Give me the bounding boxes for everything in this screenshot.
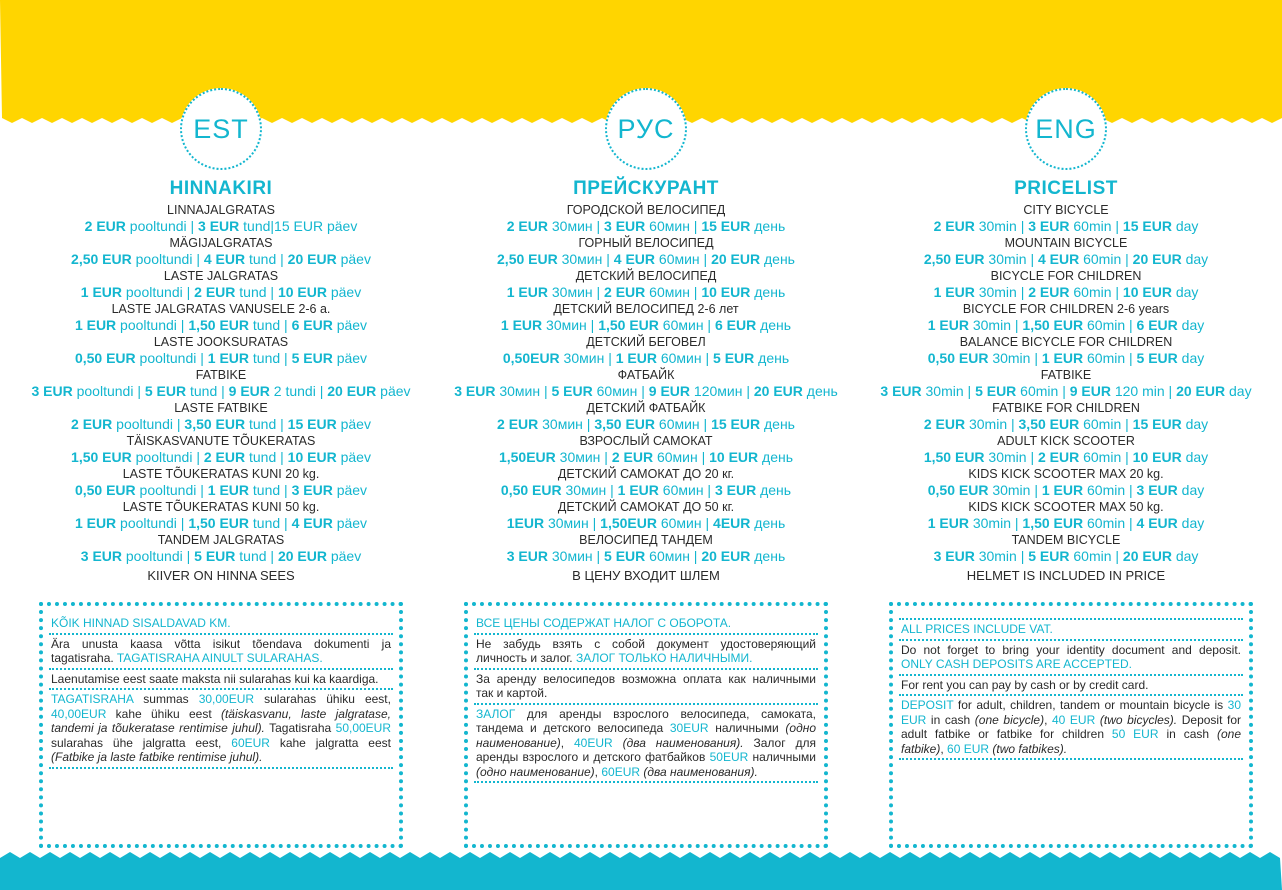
price-item-name: TANDEM BICYCLE (1011, 533, 1121, 547)
price-item-name: LINNAJALGRATAS (167, 203, 275, 217)
info-line: Do not forget to bring your identity document and deposit. ONLY CASH DEPOSITS ARE ACCEPTED. (899, 641, 1243, 676)
price-item-name: ДЕТСКИЙ ВЕЛОСИПЕД (575, 269, 717, 283)
price-item-name: ДЕТСКИЙ ФАТБАЙК (586, 401, 706, 415)
price-item-price: 1 EUR 30min | 2 EUR 60min | 10 EUR day (933, 284, 1199, 300)
price-item-name: ДЕТСКИЙ БЕГОВЕЛ (586, 335, 706, 349)
price-item-price: 0,50EUR 30мин | 1 EUR 60мин | 5 EUR день (502, 350, 790, 366)
price-item-name: KIDS KICK SCOOTER MAX 50 kg. (968, 500, 1164, 514)
price-item-name: ФАТБАЙК (617, 368, 675, 382)
price-item-name: FATBIKE (195, 368, 247, 382)
info-line: За аренду велосипедов возможна оплата как наличными так и картой. (474, 670, 818, 705)
price-item-name: ДЕТСКИЙ САМОКАТ ДО 20 кг. (557, 467, 735, 481)
price-item-price: 1 EUR pooltundi | 1,50 EUR tund | 4 EUR päev (74, 515, 368, 531)
info-line: Не забудь взять с собой документ удостоверяющий личность и залог. ЗАЛОГ ТОЛЬКО НАЛИЧНЫМИ. (474, 635, 818, 670)
est-column (15, 88, 427, 584)
price-item-price: 1 EUR 30мин | 1,50 EUR 60мин | 6 EUR день (500, 317, 792, 333)
info-line (899, 760, 1243, 764)
price-item-price: 3 EUR 30мин | 5 EUR 60мин | 9 EUR 120мин | 20 EUR день (454, 383, 838, 399)
eng-price-list (860, 202, 1272, 565)
price-item-name: TANDEM JALGRATAS (157, 533, 285, 547)
price-item-name: BICYCLE FOR CHILDREN 2-6 years (962, 302, 1170, 316)
price-item-name: ДЕТСКИЙ ВЕЛОСИПЕД 2-6 лет (553, 302, 739, 316)
price-item-price: 2,50 EUR 30min | 4 EUR 60min | 20 EUR day (923, 251, 1209, 267)
price-item-price: 1 EUR 30мин | 2 EUR 60мин | 10 EUR день (506, 284, 786, 300)
info-line: ЗАЛОГ для аренды взрослого велосипеда, самоката, тандема и детского велосипеда 30EUR наличными (одно наименование), 40EUR (два наименования). Залог для аренды взрослого и детского фатбайков 50EUR наличными (одно наименование), 60EUR (два наименования). (474, 705, 818, 784)
rus-helmet-note: В ЦЕНУ ВХОДИТ ШЛЕМ (572, 568, 720, 583)
rus-price-list (440, 202, 852, 565)
eng-info-box (889, 602, 1253, 848)
price-item-price: 1EUR 30мин | 1,50EUR 60мин | 4EUR день (506, 515, 786, 531)
info-line: Laenutamise eest saate maksta nii sularahas kui ka kaardiga. (49, 670, 393, 691)
price-item-name: MÄGIJALGRATAS (169, 236, 273, 250)
price-item-price: 3 EUR pooltundi | 5 EUR tund | 9 EUR 2 tundi | 20 EUR päev (31, 383, 411, 399)
info-line: KÕIK HINNAD SISALDAVAD KM. (49, 614, 393, 635)
price-item-name: FATBIKE FOR CHILDREN (992, 401, 1140, 415)
est-price-list (15, 202, 427, 565)
price-item-price: 3 EUR 30min | 5 EUR 60min | 9 EUR 120 min | 20 EUR day (880, 383, 1252, 399)
est-helmet-note: KIIVER ON HINNA SEES (147, 568, 295, 583)
price-item-price: 1 EUR 30min | 1,50 EUR 60min | 6 EUR day (927, 317, 1205, 333)
price-item-name: ГОРНЫЙ ВЕЛОСИПЕД (578, 236, 714, 250)
est-info-box (39, 602, 403, 848)
price-item-name: LASTE FATBIKE (174, 401, 268, 415)
price-item-price: 2 EUR 30min | 3,50 EUR 60min | 15 EUR day (923, 416, 1209, 432)
info-line (49, 769, 393, 773)
price-item-name: MOUNTAIN BICYCLE (1004, 236, 1128, 250)
price-item-price: 3 EUR 30мин | 5 EUR 60мин | 20 EUR день (506, 548, 786, 564)
price-item-name: LASTE TÕUKERATAS KUNI 20 kg. (122, 467, 320, 481)
price-item-price: 3 EUR 30min | 5 EUR 60min | 20 EUR day (933, 548, 1199, 564)
price-item-price: 2 EUR pooltundi | 3,50 EUR tund | 15 EUR päev (71, 416, 371, 432)
price-item-name: LASTE JOOKSURATAS (153, 335, 289, 349)
rus-title: ПРЕЙСКУРАНТ (573, 178, 719, 199)
price-item-price: 1,50EUR 30мин | 2 EUR 60мин | 10 EUR день (498, 449, 794, 465)
price-item-name: FATBIKE (1040, 368, 1092, 382)
price-item-name: TÄISKASVANUTE TÕUKERATAS (126, 434, 316, 448)
price-item-price: 0,50 EUR pooltundi | 1 EUR tund | 5 EUR päev (74, 350, 368, 366)
eng-helmet-note: HELMET IS INCLUDED IN PRICE (966, 568, 1166, 583)
price-item-name: ДЕТСКИЙ САМОКАТ ДО 50 кг. (557, 500, 735, 514)
price-item-price: 0,50 EUR 30мин | 1 EUR 60мин | 3 EUR день (500, 482, 792, 498)
price-item-price: 2 EUR pooltundi | 3 EUR tund|15 EUR päev (84, 218, 358, 234)
price-item-name: ГОРОДСКОЙ ВЕЛОСИПЕД (566, 203, 726, 217)
eng-title: PRICELIST (1014, 178, 1118, 199)
eng-column (860, 88, 1272, 584)
price-item-price: 1 EUR pooltundi | 1,50 EUR tund | 6 EUR päev (74, 317, 368, 333)
price-item-price: 2,50 EUR pooltundi | 4 EUR tund | 20 EUR päev (71, 251, 371, 267)
info-line: TAGATISRAHA summas 30,00EUR sularahas ühiku eest, 40,00EUR kahe ühiku eest (täiskasvanu, laste jalgratase, tandemi ja tõukeratase rentimise juhul). Tagatisraha 50,00EUR sularahas ühe jalgratta eest, 60EUR kahe jalgratta eest (Fatbike ja laste fatbike rentimise juhul). (49, 690, 393, 769)
est-title: HINNAKIRI (169, 178, 273, 199)
price-item-name: BICYCLE FOR CHILDREN (990, 269, 1142, 283)
info-line (474, 783, 818, 787)
price-item-name: CITY BICYCLE (1023, 203, 1109, 217)
price-item-price: 2 EUR 30мин | 3 EUR 60мин | 15 EUR день (506, 218, 786, 234)
bottom-cyan-band (0, 852, 1282, 890)
est-badge: EST (180, 88, 262, 170)
price-item-price: 1 EUR 30min | 1,50 EUR 60min | 4 EUR day (927, 515, 1205, 531)
price-item-price: 2 EUR 30min | 3 EUR 60min | 15 EUR day (933, 218, 1199, 234)
info-line: Ära unusta kaasa võtta isikut tõendava dokumenti ja tagatisraha. TAGATISRAHA AINULT SULARAHAS. (49, 635, 393, 670)
price-item-name: ADULT KICK SCOOTER (997, 434, 1135, 448)
price-item-name: BALANCE BICYCLE FOR CHILDREN (959, 335, 1173, 349)
info-line: DEPOSIT for adult, children, tandem or mountain bicycle is 30 EUR in cash (one bicycle), 40 EUR (two bicycles). Deposit for adult fatbike or fatbike for children 50 EUR in cash (one fatbike), 60 EUR (two fatbikes). (899, 696, 1243, 760)
price-item-price: 3 EUR pooltundi | 5 EUR tund | 20 EUR päev (80, 548, 362, 564)
price-item-name: ВЕЛОСИПЕД ТАНДЕМ (579, 533, 713, 547)
price-item-price: 2,50 EUR 30мин | 4 EUR 60мин | 20 EUR день (497, 251, 795, 267)
price-item-name: LASTE TÕUKERATAS KUNI 50 kg. (122, 500, 320, 514)
price-item-price: 0,50 EUR 30min | 1 EUR 60min | 3 EUR day (927, 482, 1205, 498)
rus-badge: РУС (605, 88, 687, 170)
price-item-name: LASTE JALGRATAS VANUSELE 2-6 a. (111, 302, 331, 316)
eng-badge: ENG (1025, 88, 1107, 170)
price-item-name: LASTE JALGRATAS (163, 269, 279, 283)
info-line: For rent you can pay by cash or by credit card. (899, 676, 1243, 697)
rus-column (440, 88, 852, 584)
price-item-price: 1,50 EUR 30min | 2 EUR 60min | 10 EUR day (923, 449, 1209, 465)
price-item-name: ВЗРОСЛЫЙ САМОКАТ (579, 434, 713, 448)
price-item-price: 1 EUR pooltundi | 2 EUR tund | 10 EUR päev (80, 284, 362, 300)
info-line: ВСЕ ЦЕНЫ СОДЕРЖАТ НАЛОГ С ОБОРОТА. (474, 614, 818, 635)
rus-info-box (464, 602, 828, 848)
price-item-price: 0,50 EUR pooltundi | 1 EUR tund | 3 EUR päev (74, 482, 368, 498)
info-line: ALL PRICES INCLUDE VAT. (899, 620, 1243, 641)
price-item-name: KIDS KICK SCOOTER MAX 20 kg. (968, 467, 1164, 481)
price-item-price: 2 EUR 30мин | 3,50 EUR 60мин | 15 EUR день (497, 416, 795, 432)
price-item-price: 0,50 EUR 30min | 1 EUR 60min | 5 EUR day (927, 350, 1205, 366)
price-item-price: 1,50 EUR pooltundi | 2 EUR tund | 10 EUR päev (71, 449, 371, 465)
